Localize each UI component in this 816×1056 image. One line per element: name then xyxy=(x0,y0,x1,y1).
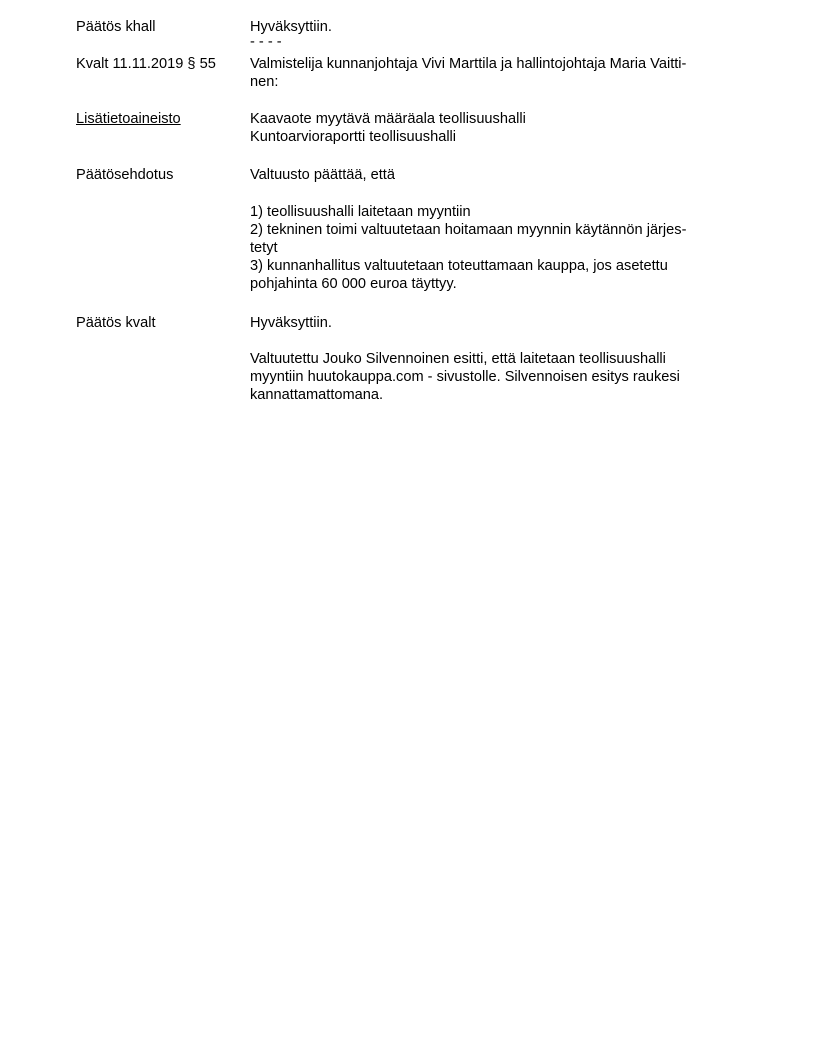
entry-text xyxy=(250,110,750,146)
text-line: Valtuusto päättää, että xyxy=(250,167,395,183)
entry-label: Kvalt 11.11.2019 § 55 xyxy=(76,56,216,72)
text-line: kannattamattomana. xyxy=(250,387,384,403)
entry-text xyxy=(250,350,750,404)
text-line: Hyväksyttiin. xyxy=(250,315,332,331)
list-item: 1) teollisuushalli laitetaan myyntiin xyxy=(250,204,471,220)
entry-label: Päätös khall xyxy=(76,19,156,35)
entry-text xyxy=(250,55,750,91)
list-item-continued: pohjahinta 60 000 euroa täyttyy. xyxy=(250,276,457,292)
list-item: 3) kunnanhallitus valtuutetaan toteuttamaan kauppa, jos asetettu xyxy=(250,258,668,274)
separator-line: - - - - xyxy=(250,34,282,50)
text-line: Valmistelija kunnanjohtaja Vivi Marttila ja hallintojohtaja Maria Vaitti- xyxy=(250,56,687,72)
text-line: nen: xyxy=(250,74,279,90)
text-line: Hyväksyttiin. xyxy=(250,19,332,35)
entry-text xyxy=(250,314,750,332)
text-line: myyntiin huutokauppa.com - sivustolle. Silvennoisen esitys raukesi xyxy=(250,369,680,385)
attachment-item: Kaavaote myytävä määräala teollisuushalli xyxy=(250,111,526,127)
list-item-continued: tetyt xyxy=(250,240,278,256)
text-line: Valtuutettu Jouko Silvennoinen esitti, että laitetaan teollisuushalli xyxy=(250,351,666,367)
entry-label: Lisätietoaineisto xyxy=(76,111,181,127)
entry-text xyxy=(250,18,750,51)
entry-label: Päätös kvalt xyxy=(76,315,156,331)
attachment-item: Kuntoarvioraportti teollisuushalli xyxy=(250,129,457,145)
entry-label: Päätösehdotus xyxy=(76,167,174,183)
list-item: 2) tekninen toimi valtuutetaan hoitamaan myynnin käytännön järjes- xyxy=(250,222,687,238)
entry-text xyxy=(250,203,750,293)
entry-text xyxy=(250,166,750,184)
